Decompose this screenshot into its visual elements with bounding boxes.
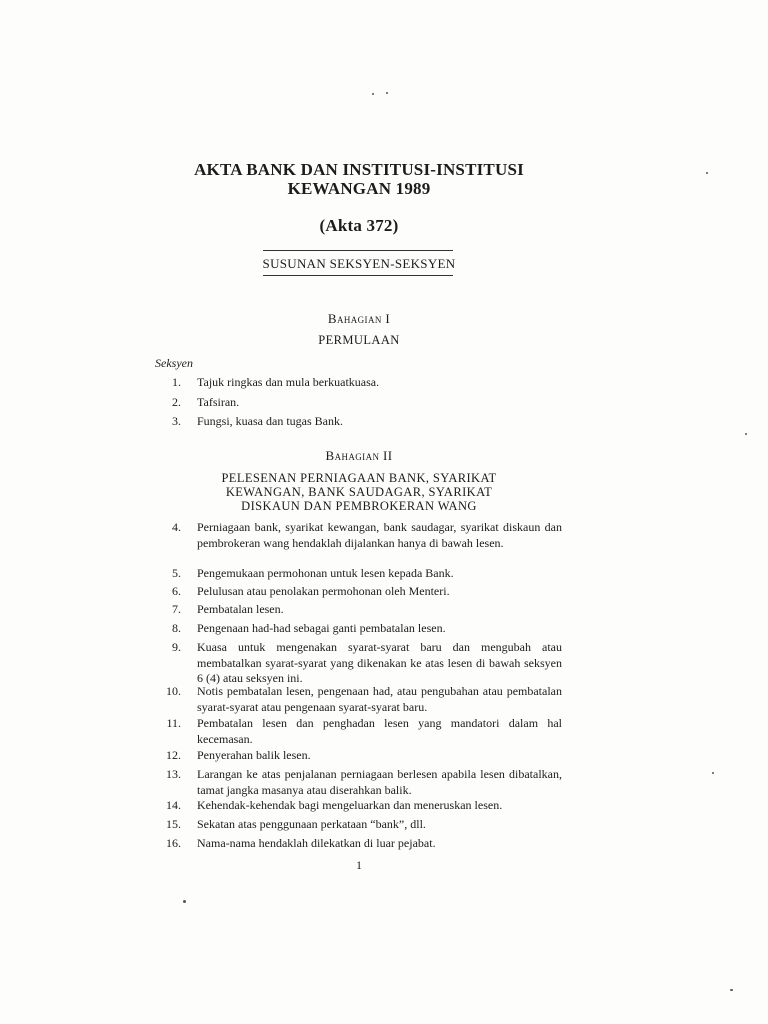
item-text: Pembatalan lesen dan penghadan lesen yang mandatori dalam hal kecemasan.	[197, 716, 562, 746]
item-text: Pengenaan had-had sebagai ganti pembatalan lesen.	[197, 621, 446, 635]
item-number: 7.	[172, 602, 181, 616]
item-text: Fungsi, kuasa dan tugas Bank.	[197, 414, 343, 428]
item-number: 4.	[172, 520, 181, 534]
part1-title: PERMULAAN	[318, 333, 400, 347]
list-item	[160, 716, 562, 747]
act-title-line1: AKTA BANK DAN INSTITUSI-INSTITUSI	[194, 160, 524, 179]
list-item	[160, 748, 562, 764]
item-number: 10.	[166, 684, 181, 698]
item-text: Nama-nama hendaklah dilekatkan di luar pejabat.	[197, 836, 436, 850]
item-text: Notis pembatalan lesen, pengenaan had, atau pengubahan atau pembatalan syarat-syarat atau pengenaan syarat-syarat baru.	[197, 684, 562, 714]
scan-speck	[183, 900, 186, 903]
list-item	[160, 520, 562, 551]
list-item	[160, 621, 562, 637]
part2-title-line3: DISKAUN DAN PEMBROKERAN WANG	[241, 499, 477, 513]
item-text: Kehendak-kehendak bagi mengeluarkan dan meneruskan lesen.	[197, 798, 503, 812]
item-number: 5.	[172, 566, 181, 580]
scan-speck	[386, 92, 388, 94]
item-text: Kuasa untuk mengenakan syarat-syarat baru dan mengubah atau membatalkan syarat-syarat yang dikenakan ke atas lesen di bawah seksyen 6 (4) atau seksyen ini.	[197, 640, 562, 685]
list-item	[160, 395, 562, 411]
list-item	[160, 684, 562, 715]
scan-speck	[730, 989, 733, 991]
seksyen-label: Seksyen	[155, 356, 193, 370]
item-number: 12.	[166, 748, 181, 762]
item-number: 11.	[166, 716, 181, 730]
item-text: Perniagaan bank, syarikat kewangan, bank saudagar, syarikat diskaun dan pembrokeran wang hendaklah dijalankan hanya di bawah lesen.	[197, 520, 562, 550]
item-number: 16.	[166, 836, 181, 850]
list-item	[160, 836, 562, 852]
top-rule	[263, 250, 453, 251]
item-number: 13.	[166, 767, 181, 781]
list-item	[160, 584, 562, 600]
item-text: Pengemukaan permohonan untuk lesen kepada Bank.	[197, 566, 454, 580]
part2-label: Bahagian II	[325, 448, 393, 463]
item-number: 3.	[172, 414, 181, 428]
item-number: 1.	[172, 375, 181, 389]
scan-speck	[706, 172, 708, 174]
bottom-rule	[263, 275, 453, 276]
act-number: (Akta 372)	[319, 216, 399, 235]
scan-speck	[745, 433, 747, 435]
item-number: 9.	[172, 640, 181, 654]
item-text: Tafsiran.	[197, 395, 240, 409]
item-number: 2.	[172, 395, 181, 409]
list-item	[160, 602, 562, 618]
item-number: 14.	[166, 798, 181, 812]
item-number: 15.	[166, 817, 181, 831]
item-text: Pembatalan lesen.	[197, 602, 284, 616]
list-item	[160, 798, 562, 814]
item-text: Sekatan atas penggunaan perkataan “bank”, dll.	[197, 817, 426, 831]
list-item	[160, 817, 562, 833]
item-text: Pelulusan atau penolakan permohonan oleh Menteri.	[197, 584, 450, 598]
arrangement-heading: SUSUNAN SEKSYEN-SEKSYEN	[262, 256, 456, 271]
part2-title-line2: KEWANGAN, BANK SAUDAGAR, SYARIKAT	[225, 485, 493, 499]
part1-label: Bahagian I	[327, 311, 391, 326]
act-title-line2: KEWANGAN 1989	[287, 179, 431, 198]
list-item	[160, 414, 562, 430]
scan-speck	[712, 772, 714, 774]
item-text: Larangan ke atas penjalanan perniagaan berlesen apabila lesen dibatalkan, tamat jangka masanya atau diserahkan balik.	[197, 767, 562, 797]
item-number: 6.	[172, 584, 181, 598]
list-item	[160, 640, 562, 687]
list-item	[160, 767, 562, 798]
part2-title-line1: PELESENAN PERNIAGAAN BANK, SYARIKAT	[221, 471, 497, 485]
list-item	[160, 566, 562, 582]
item-text: Penyerahan balik lesen.	[197, 748, 311, 762]
item-text: Tajuk ringkas dan mula berkuatkuasa.	[197, 375, 380, 389]
scan-speck	[372, 93, 374, 95]
item-number: 8.	[172, 621, 181, 635]
page-number: 1	[356, 858, 362, 872]
list-item	[160, 375, 562, 391]
